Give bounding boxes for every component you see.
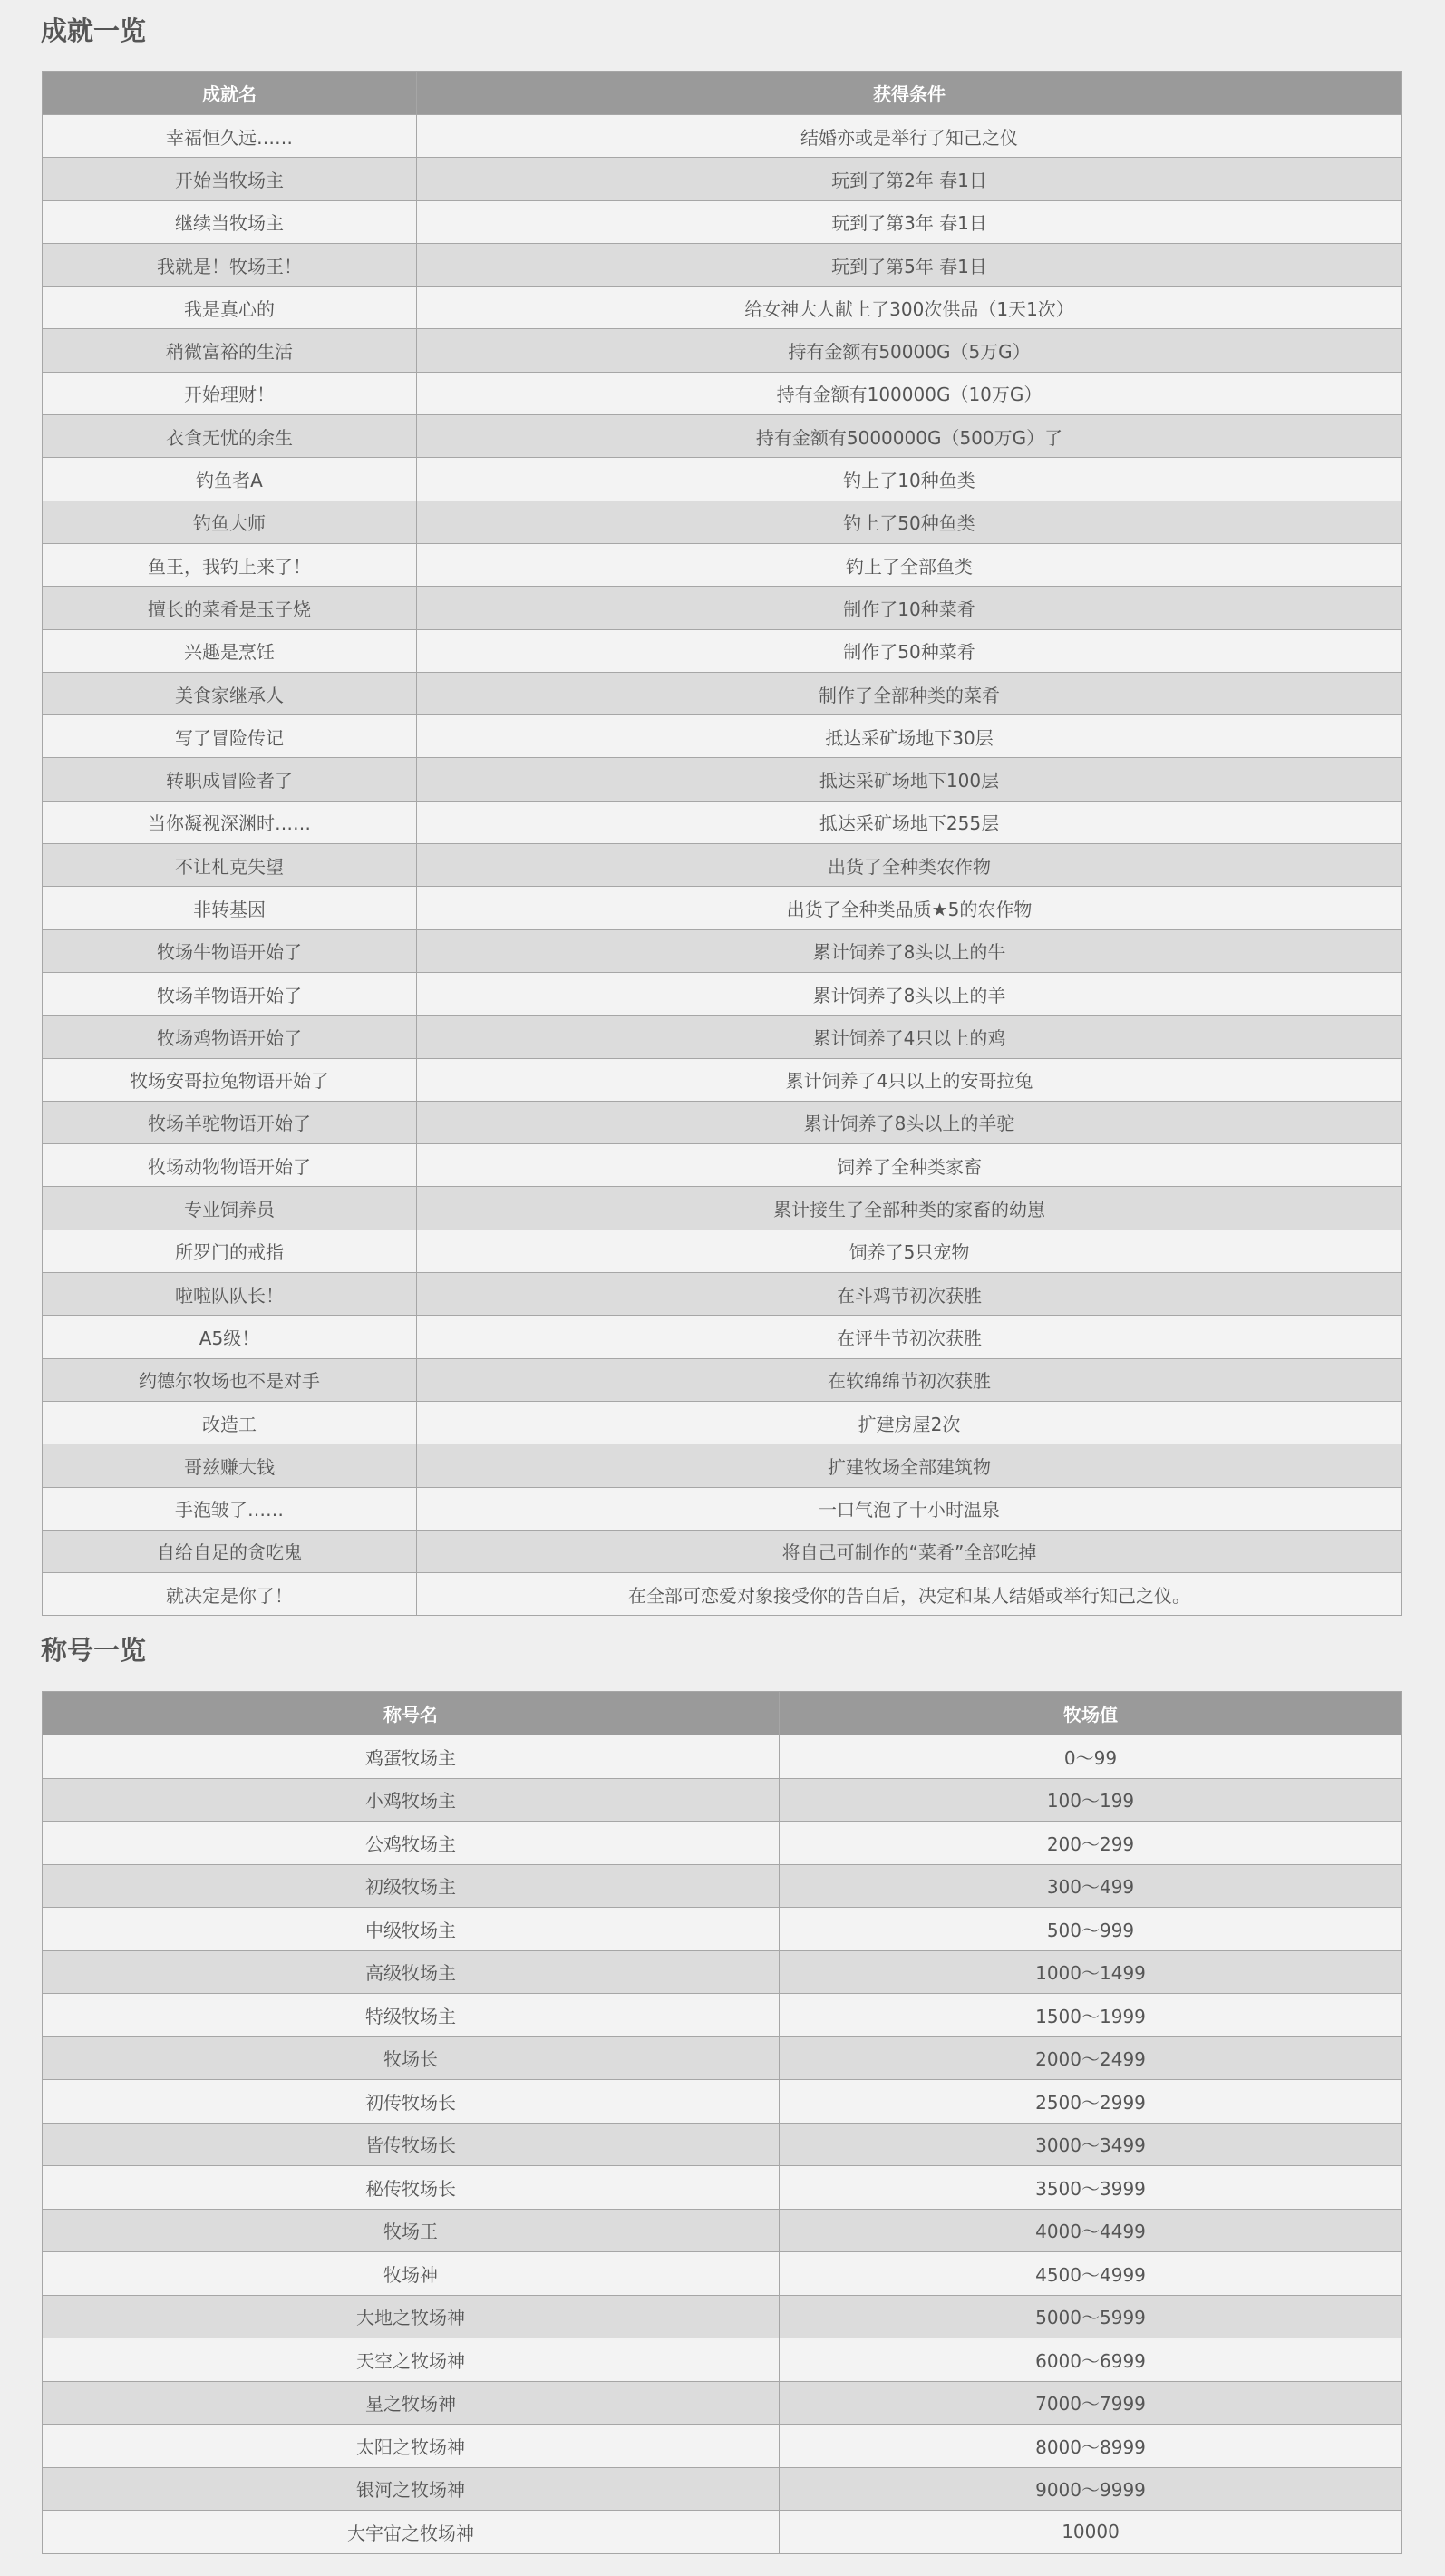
ranch-value-cell: 3000～3499	[780, 2123, 1402, 2166]
achievement-name-cell: 钓鱼大师	[43, 501, 417, 543]
table-row	[43, 844, 1402, 887]
achievement-name-header: 成就名	[43, 72, 417, 115]
table-row	[43, 1950, 1402, 1994]
achievement-name-cell: 当你凝视深渊时……	[43, 801, 417, 843]
ranch-value-cell: 100～199	[780, 1778, 1402, 1822]
achievements-header-row	[43, 72, 1402, 115]
table-row	[43, 1144, 1402, 1187]
ranch-value-cell: 1000～1499	[780, 1950, 1402, 1994]
table-row	[43, 2511, 1402, 2554]
ranch-value-cell: 4000～4499	[780, 2209, 1402, 2252]
achievement-condition-cell: 出货了全种类品质★5的农作物	[417, 887, 1402, 929]
achievement-condition-cell: 玩到了第5年 春1日	[417, 243, 1402, 286]
table-row	[43, 2036, 1402, 2080]
achievement-condition-cell: 钓上了50种鱼类	[417, 501, 1402, 543]
table-row	[43, 1187, 1402, 1230]
achievement-name-cell: 牧场牛物语开始了	[43, 929, 417, 972]
achievement-condition-cell: 制作了全部种类的菜肴	[417, 672, 1402, 714]
table-row	[43, 1444, 1402, 1487]
achievement-name-cell: 牧场鸡物语开始了	[43, 1016, 417, 1058]
achievement-name-cell: 自给自足的贪吃鬼	[43, 1530, 417, 1572]
achievement-name-cell: 继续当牧场主	[43, 200, 417, 243]
title-name-cell: 小鸡牧场主	[43, 1778, 780, 1822]
achievement-condition-cell: 钓上了全部鱼类	[417, 543, 1402, 586]
achievement-name-cell: 稍微富裕的生活	[43, 329, 417, 372]
table-row	[43, 1822, 1402, 1865]
ranch-value-cell: 1500～1999	[780, 1994, 1402, 2037]
achievement-name-cell: 幸福恒久远……	[43, 115, 417, 158]
table-row	[43, 1530, 1402, 1572]
table-row	[43, 1487, 1402, 1530]
achievement-condition-cell: 出货了全种类农作物	[417, 844, 1402, 887]
table-row	[43, 2425, 1402, 2468]
achievement-name-cell: 我是真心的	[43, 287, 417, 329]
achievement-name-cell: 开始当牧场主	[43, 158, 417, 200]
title-name-cell: 初传牧场长	[43, 2080, 780, 2124]
achievement-name-cell: 约德尔牧场也不是对手	[43, 1358, 417, 1401]
table-row	[43, 629, 1402, 672]
table-row	[43, 2209, 1402, 2252]
table-row	[43, 158, 1402, 200]
achievement-condition-cell: 抵达采矿场地下30层	[417, 715, 1402, 758]
achievement-condition-cell: 累计饲养了8头以上的羊	[417, 972, 1402, 1015]
achievement-condition-cell: 将自己可制作的“菜肴”全部吃掉	[417, 1530, 1402, 1572]
table-row	[43, 1273, 1402, 1316]
ranch-value-cell: 6000～6999	[780, 2338, 1402, 2382]
achievement-condition-cell: 抵达采矿场地下255层	[417, 801, 1402, 843]
ranch-value-cell: 0～99	[780, 1735, 1402, 1779]
title-name-cell: 初级牧场主	[43, 1864, 780, 1908]
title-name-cell: 大宇宙之牧场神	[43, 2511, 780, 2554]
ranch-value-cell: 10000	[780, 2511, 1402, 2554]
titles-section-title: 称号一览	[41, 1635, 147, 1666]
achievement-name-cell: 牧场安哥拉兔物语开始了	[43, 1058, 417, 1101]
title-name-cell: 皆传牧场长	[43, 2123, 780, 2166]
achievement-condition-cell: 在全部可恋爱对象接受你的告白后，决定和某人结婚或举行知己之仪。	[417, 1573, 1402, 1616]
table-row	[43, 115, 1402, 158]
ranch-value-cell: 9000～9999	[780, 2467, 1402, 2511]
table-row	[43, 1016, 1402, 1058]
ranch-value-cell: 3500～3999	[780, 2166, 1402, 2210]
table-row	[43, 672, 1402, 714]
achievement-name-cell: 牧场羊物语开始了	[43, 972, 417, 1015]
table-row	[43, 1230, 1402, 1272]
achievement-name-cell: 写了冒险传记	[43, 715, 417, 758]
achievement-name-cell: A5级！	[43, 1316, 417, 1358]
titles-body	[43, 1735, 1402, 2554]
table-row	[43, 758, 1402, 801]
achievements-section-title: 成就一览	[41, 15, 147, 46]
achievement-name-cell: 不让札克失望	[43, 844, 417, 887]
title-name-cell: 中级牧场主	[43, 1908, 780, 1951]
achievement-condition-header: 获得条件	[417, 72, 1402, 115]
achievement-condition-cell: 持有金额有50000G（5万G）	[417, 329, 1402, 372]
title-name-cell: 牧场神	[43, 2252, 780, 2296]
table-row	[43, 2080, 1402, 2124]
title-name-cell: 牧场王	[43, 2209, 780, 2252]
achievement-condition-cell: 持有金额有5000000G（500万G）了	[417, 415, 1402, 458]
table-row	[43, 243, 1402, 286]
ranch-value-cell: 2000～2499	[780, 2036, 1402, 2080]
table-row	[43, 2252, 1402, 2296]
title-name-cell: 牧场长	[43, 2036, 780, 2080]
table-row	[43, 2381, 1402, 2425]
table-row	[43, 1358, 1402, 1401]
achievement-condition-cell: 在评牛节初次获胜	[417, 1316, 1402, 1358]
table-row	[43, 1316, 1402, 1358]
achievement-condition-cell: 抵达采矿场地下100层	[417, 758, 1402, 801]
table-row	[43, 1864, 1402, 1908]
titles-header-row	[43, 1692, 1402, 1735]
ranch-value-cell: 5000～5999	[780, 2295, 1402, 2338]
achievement-condition-cell: 玩到了第3年 春1日	[417, 200, 1402, 243]
achievement-condition-cell: 扩建牧场全部建筑物	[417, 1444, 1402, 1487]
table-row	[43, 1908, 1402, 1951]
title-name-cell: 大地之牧场神	[43, 2295, 780, 2338]
achievement-condition-cell: 在斗鸡节初次获胜	[417, 1273, 1402, 1316]
table-row	[43, 972, 1402, 1015]
achievement-name-cell: 钓鱼者A	[43, 458, 417, 501]
table-row	[43, 543, 1402, 586]
achievement-condition-cell: 结婚亦或是举行了知己之仪	[417, 115, 1402, 158]
achievement-condition-cell: 累计饲养了8头以上的羊驼	[417, 1101, 1402, 1143]
ranch-value-cell: 2500～2999	[780, 2080, 1402, 2124]
table-row	[43, 1058, 1402, 1101]
table-row	[43, 715, 1402, 758]
table-row	[43, 1778, 1402, 1822]
achievement-name-cell: 衣食无忧的余生	[43, 415, 417, 458]
achievement-name-cell: 专业饲养员	[43, 1187, 417, 1230]
achievement-name-cell: 擅长的菜肴是玉子烧	[43, 587, 417, 629]
table-row	[43, 887, 1402, 929]
table-row	[43, 501, 1402, 543]
table-row	[43, 200, 1402, 243]
titles-table	[42, 1691, 1402, 2554]
achievement-condition-cell: 在软绵绵节初次获胜	[417, 1358, 1402, 1401]
title-name-cell: 鸡蛋牧场主	[43, 1735, 780, 1779]
achievement-condition-cell: 累计饲养了4只以上的鸡	[417, 1016, 1402, 1058]
title-name-cell: 星之牧场神	[43, 2381, 780, 2425]
achievement-name-cell: 牧场羊驼物语开始了	[43, 1101, 417, 1143]
achievement-name-cell: 就决定是你了！	[43, 1573, 417, 1616]
table-row	[43, 287, 1402, 329]
achievement-condition-cell: 累计接生了全部种类的家畜的幼崽	[417, 1187, 1402, 1230]
title-name-cell: 特级牧场主	[43, 1994, 780, 2037]
achievement-condition-cell: 给女神大人献上了300次供品（1天1次）	[417, 287, 1402, 329]
table-row	[43, 372, 1402, 414]
achievement-condition-cell: 一口气泡了十小时温泉	[417, 1487, 1402, 1530]
achievement-name-cell: 哥兹赚大钱	[43, 1444, 417, 1487]
achievement-name-cell: 牧场动物物语开始了	[43, 1144, 417, 1187]
achievement-name-cell: 手泡皱了……	[43, 1487, 417, 1530]
table-row	[43, 2338, 1402, 2382]
table-row	[43, 2295, 1402, 2338]
achievement-name-cell: 啦啦队队长！	[43, 1273, 417, 1316]
ranch-value-cell: 8000～8999	[780, 2425, 1402, 2468]
achievement-condition-cell: 扩建房屋2次	[417, 1401, 1402, 1444]
achievement-name-cell: 改造工	[43, 1401, 417, 1444]
table-row	[43, 1994, 1402, 2037]
achievement-condition-cell: 钓上了10种鱼类	[417, 458, 1402, 501]
achievements-table	[42, 71, 1402, 1616]
achievement-name-cell: 转职成冒险者了	[43, 758, 417, 801]
title-name-cell: 高级牧场主	[43, 1950, 780, 1994]
ranch-value-cell: 4500～4999	[780, 2252, 1402, 2296]
title-name-cell: 太阳之牧场神	[43, 2425, 780, 2468]
title-name-cell: 银河之牧场神	[43, 2467, 780, 2511]
table-row	[43, 801, 1402, 843]
table-row	[43, 2166, 1402, 2210]
table-row	[43, 1101, 1402, 1143]
achievement-condition-cell: 制作了10种菜肴	[417, 587, 1402, 629]
table-row	[43, 2467, 1402, 2511]
achievement-name-cell: 我就是！牧场王！	[43, 243, 417, 286]
table-row	[43, 2123, 1402, 2166]
achievement-name-cell: 开始理财！	[43, 372, 417, 414]
achievement-condition-cell: 累计饲养了4只以上的安哥拉兔	[417, 1058, 1402, 1101]
table-row	[43, 1735, 1402, 1779]
achievement-name-cell: 所罗门的戒指	[43, 1230, 417, 1272]
ranch-value-cell: 200～299	[780, 1822, 1402, 1865]
achievement-name-cell: 美食家继承人	[43, 672, 417, 714]
table-row	[43, 458, 1402, 501]
table-row	[43, 929, 1402, 972]
title-name-cell: 公鸡牧场主	[43, 1822, 780, 1865]
ranch-value-cell: 300～499	[780, 1864, 1402, 1908]
achievements-body	[43, 115, 1402, 1616]
achievement-name-cell: 鱼王，我钓上来了！	[43, 543, 417, 586]
ranch-value-cell: 7000～7999	[780, 2381, 1402, 2425]
title-name-cell: 天空之牧场神	[43, 2338, 780, 2382]
title-name-header: 称号名	[43, 1692, 780, 1735]
achievement-name-cell: 兴趣是烹饪	[43, 629, 417, 672]
table-row	[43, 1401, 1402, 1444]
ranch-value-cell: 500～999	[780, 1908, 1402, 1951]
table-row	[43, 587, 1402, 629]
title-name-cell: 秘传牧场长	[43, 2166, 780, 2210]
achievement-condition-cell: 饲养了全种类家畜	[417, 1144, 1402, 1187]
ranch-value-header: 牧场值	[780, 1692, 1402, 1735]
table-row	[43, 415, 1402, 458]
table-row	[43, 1573, 1402, 1616]
achievement-condition-cell: 累计饲养了8头以上的牛	[417, 929, 1402, 972]
achievement-condition-cell: 饲养了5只宠物	[417, 1230, 1402, 1272]
achievement-condition-cell: 制作了50种菜肴	[417, 629, 1402, 672]
achievement-condition-cell: 持有金额有100000G（10万G）	[417, 372, 1402, 414]
achievement-name-cell: 非转基因	[43, 887, 417, 929]
achievement-condition-cell: 玩到了第2年 春1日	[417, 158, 1402, 200]
table-row	[43, 329, 1402, 372]
